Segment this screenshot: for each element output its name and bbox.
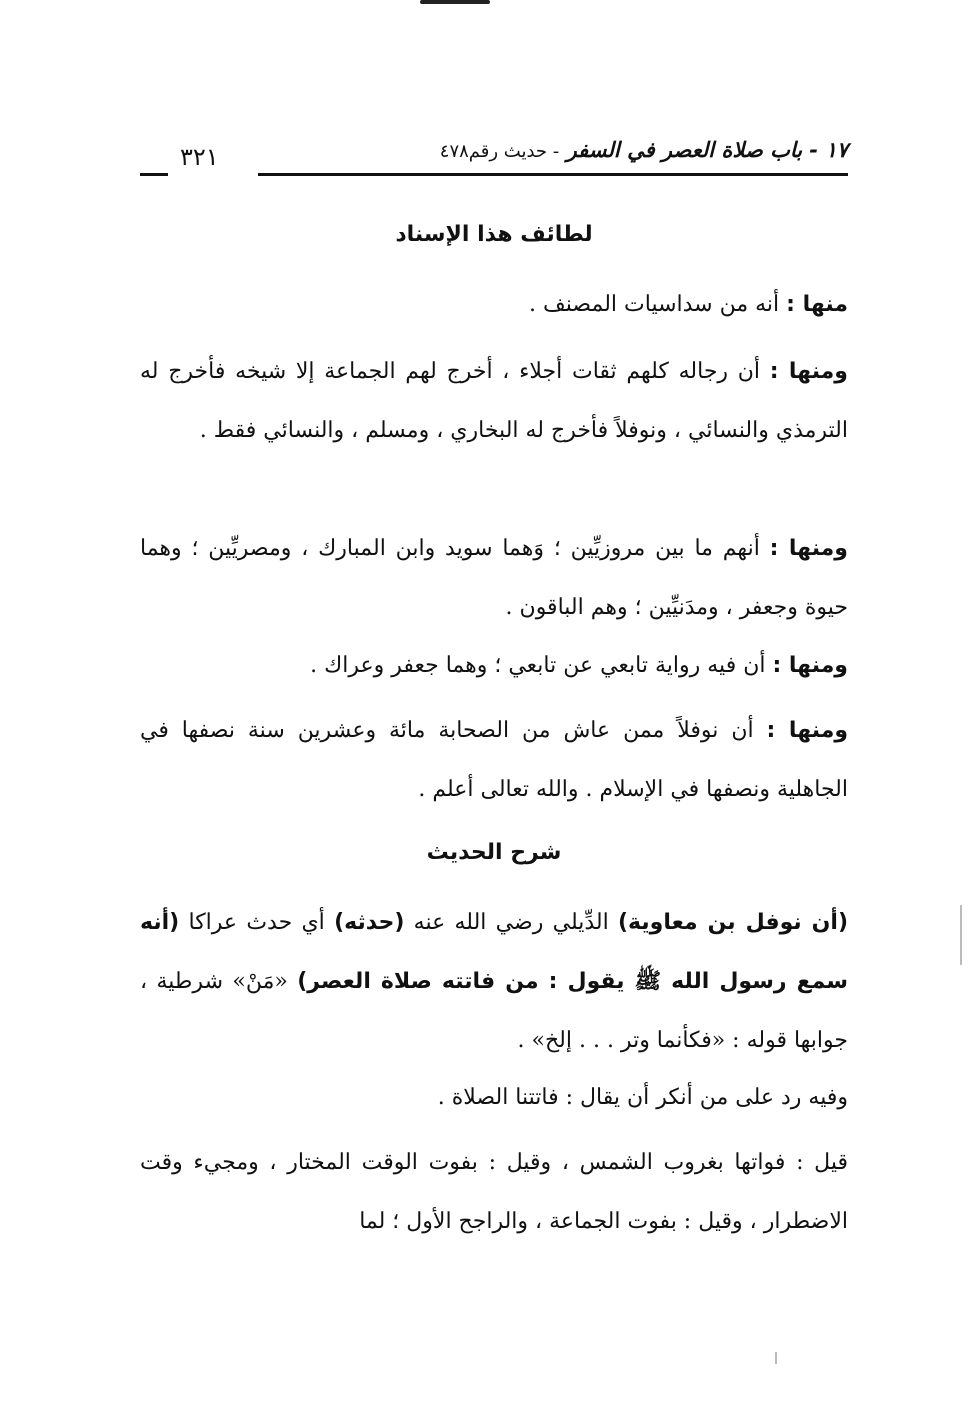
scan-speck [775, 1352, 777, 1364]
hadith-reference: - حديث رقم٤٧٨ [439, 141, 560, 162]
paragraph-5 [140, 701, 848, 819]
paragraph-1 [140, 275, 848, 334]
scan-edge-mark [960, 905, 962, 965]
quoted-hadith-text: (أنه سمع رسول الله ﷺ يقول : من فاتته صلاة العصر) [140, 910, 848, 994]
paragraph-4 [140, 636, 848, 695]
quoted-hadith-text: (حدثه) [334, 910, 405, 935]
paragraph-3 [140, 519, 848, 637]
running-header [140, 128, 848, 188]
paragraph-text: أنهم ما بين مروزيِّين ؛ وَهما سويد وابن المبارك ، ومصريِّين ؛ وهما حيوة وجعفر ، ومدَنيِّين ؛ وهم الباقون . [140, 536, 848, 620]
scan-artifact [420, 0, 490, 4]
page-number-dash [140, 173, 168, 176]
paragraph-2 [140, 342, 848, 460]
commentary-text: أي حدث عراكا [179, 910, 335, 935]
paragraph-text: أن نوفلاً ممن عاش من الصحابة مائة وعشرين سنة نصفها في الجاهلية ونصفها في الإسلام . والله تعالى أعلم . [140, 718, 848, 802]
paragraph-text: أن فيه رواية تابعي عن تابعي ؛ وهما جعفر وعراك . [310, 653, 773, 678]
paragraph-lead: ومنها : [769, 359, 848, 384]
paragraph-lead: ومنها : [772, 653, 848, 678]
commentary-paragraph-3: قيل : فواتها بغروب الشمس ، وقيل : بفوت الوقت المختار ، ومجيء وقت الاضطرار ، وقيل : بفوت الجماعة ، والراجح الأول ؛ لما [140, 1150, 848, 1234]
paragraph-text: أنه من سداسيات المصنف . [529, 292, 787, 317]
page-number: ٣٢١ [180, 143, 219, 171]
commentary-text: الدِّيلي رضي الله عنه [404, 910, 618, 935]
paragraph-lead: ومنها : [769, 536, 848, 561]
paragraph-text: أن رجاله كلهم ثقات أجلاء ، أخرج لهم الجماعة إلا شيخه فأخرج له الترمذي والنسائي ، ونوفلاً فأخرج له البخاري ، ومسلم ، والنسائي فقط . [140, 359, 848, 443]
commentary-paragraph-2: وفيه رد على من أنكر أن يقال : فاتتنا الصلاة . [437, 1085, 848, 1110]
paragraph-lead: ومنها : [766, 718, 848, 743]
commentary-paragraph-1 [140, 893, 848, 1070]
commentary-text: «مَنْ» شرطية ، جوابها قوله : «فكأنما وتر . . . إلخ» . [140, 969, 848, 1053]
section-heading-sharh: شرح الحديث [426, 840, 562, 865]
quoted-hadith-text: (أن نوفل بن معاوية) [618, 910, 849, 935]
header-rule [258, 173, 848, 176]
section-heading-isnad: لطائف هذا الإسناد [395, 222, 593, 247]
paragraph-lead: منها : [786, 292, 848, 317]
chapter-title-text: ١٧ - باب صلاة العصر في السفر [566, 138, 848, 162]
chapter-title [440, 138, 848, 162]
